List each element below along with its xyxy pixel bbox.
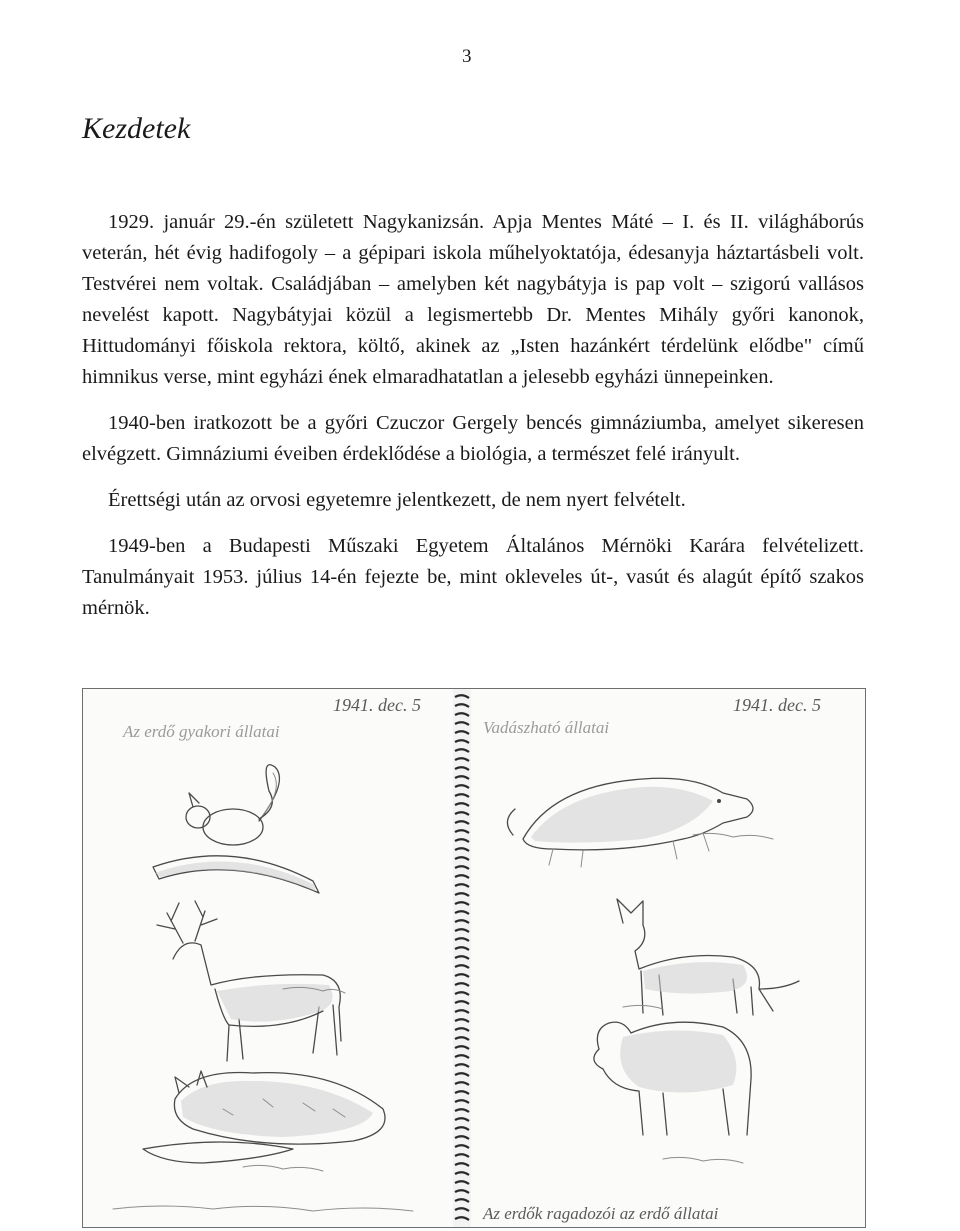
boar-sketch	[507, 778, 753, 867]
bear-sketch	[594, 1022, 751, 1135]
left-page-date: 1941. dec. 5	[333, 695, 421, 715]
fox-sketch	[617, 899, 799, 1015]
right-page-header: Vadászható állatai	[483, 718, 610, 737]
paragraph-graduation: Érettségi után az orvosi egyetemre jelentkezett, de nem nyert felvételt.	[108, 489, 686, 511]
chapter-title: Kezdetek	[82, 112, 191, 145]
paragraph-university: 1949-ben a Budapesti Műszaki Egyetem Általános Mérnöki Karára felvételizett. Tanulmányait 1953. július 14-én fejezte be, mint okleveles út-, vasút és alagút építő szakos mérnök.	[82, 535, 864, 619]
right-page-footer: Az erdők ragadozói az erdő állatai	[483, 1204, 719, 1223]
paragraph-birth: 1929. január 29.-én született Nagykanizsán. Apja Mentes Máté – I. és II. világháborús veterán, hét évig hadifogoly – a gépipari iskola műhelyoktatója, édesanyja háztartásbeli volt. Testvérei nem voltak. Családjában – amelyben két nagybátyja is pap volt – szigorú vallásos nevelést kapott. Nagybátyjai közül a legismertebb Dr. Mentes Mihály győri kanonok, Hittudományi főiskola rektora, költő, akinek az „Isten hazánkért térdelünk elődbe" című himnikus verse, mint egyházi ének elmaradhatatlan a jelesebb egyházi ünnepeinken.	[82, 211, 864, 388]
body-text	[82, 207, 864, 639]
notebook-sketch-image	[82, 688, 866, 1228]
animal-sketches-svg	[83, 689, 865, 1227]
paragraph-school: 1940-ben iratkozott be a győri Czuczor Gergely bencés gimnáziumba, amelyet sikeresen elvégzett. Gimnáziumi éveiben érdeklődése a biológia, a természet felé irányult.	[82, 412, 864, 465]
right-page-date: 1941. dec. 5	[733, 695, 821, 715]
deer-sketch	[157, 901, 341, 1061]
cat-sketch	[143, 1071, 385, 1163]
left-page-header: Az erdő gyakori állatai	[123, 722, 280, 741]
page-number: 3	[462, 46, 472, 67]
squirrel-sketch	[153, 765, 319, 893]
